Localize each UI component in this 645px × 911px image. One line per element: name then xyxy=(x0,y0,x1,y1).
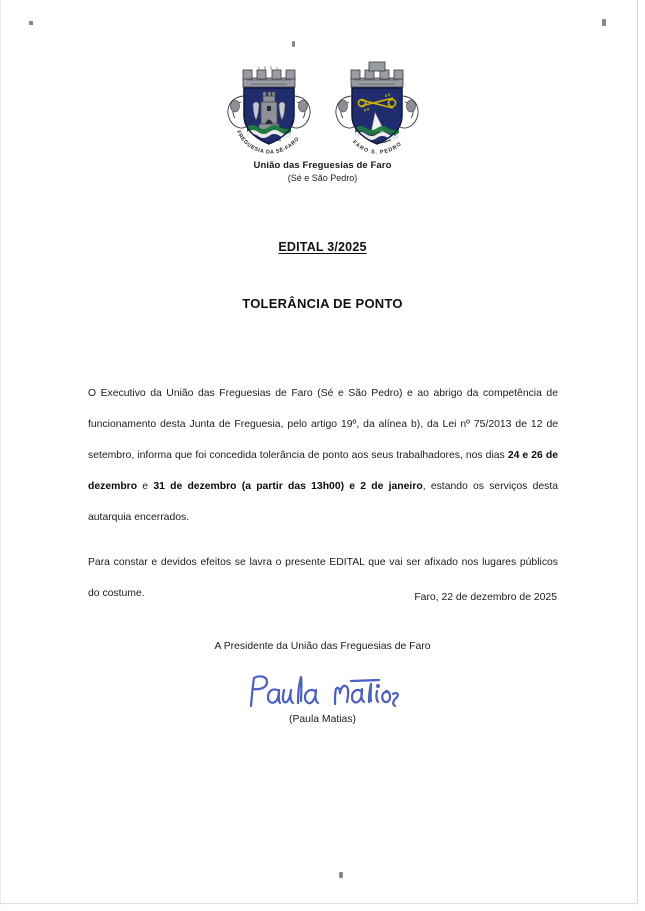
page-edge-bottom xyxy=(0,903,638,904)
paragraph-1-bold-dates-2: 31 de dezembro (a partir das 13h00) e 2 de janeiro xyxy=(153,481,423,493)
organization-subtitle: (Sé e São Pedro) xyxy=(287,173,358,183)
paragraph-1-segment-1: O Executivo da União das Freguesias de Faro (Sé e São Pedro) e ao abrigo da competência de funcionamento desta Junta de Freguesia, pelo artigo 19º, da alínea b), da Lei nº 75/2013 de 12 de setembro, informa que foi concedida tolerância de ponto aos seus trabalhadores, nos dias xyxy=(88,388,558,462)
document-number xyxy=(0,240,645,254)
signatory-name: (Paula Matias) xyxy=(289,714,356,725)
paragraph-1-segment-2: , estando os serviços desta autarquia encerrados. xyxy=(88,481,558,524)
body-paragraph-2: Para constar e devidos efeitos se lavra o presente EDITAL que vai ser afixado nos lugares públicos do costume. xyxy=(88,557,558,600)
document-number-text: EDITAL 3/2025 xyxy=(278,240,367,254)
scan-speck xyxy=(292,41,295,47)
coat-of-arms-se-faro-icon xyxy=(217,54,321,154)
coat-of-arms-sao-pedro-faro-icon xyxy=(325,54,429,154)
paragraph-1-bold-dates-1: 24 e 26 de dezembro xyxy=(88,450,558,493)
document-body xyxy=(88,368,558,620)
scan-speck xyxy=(29,21,33,25)
document-header xyxy=(0,54,645,183)
handwritten-signature-icon xyxy=(243,668,403,716)
scan-speck xyxy=(602,19,606,26)
scan-speck xyxy=(339,872,343,878)
place-and-date: Faro, 22 de dezembro de 2025 xyxy=(414,592,557,603)
crest-left-motto: FREGUESIA DA SÉ-FARO xyxy=(234,129,301,154)
signatory-role: A Presidente da União das Freguesias de Faro xyxy=(214,641,431,652)
document-subject: TOLERÂNCIA DE PONTO xyxy=(242,296,403,311)
paragraph-1-connector: e xyxy=(137,481,154,493)
crest-right-motto: FARO S. PEDRO xyxy=(350,139,403,154)
crest-pair xyxy=(0,54,645,154)
organization-name: União das Freguesias de Faro xyxy=(253,160,392,171)
body-paragraph-1 xyxy=(88,378,558,533)
